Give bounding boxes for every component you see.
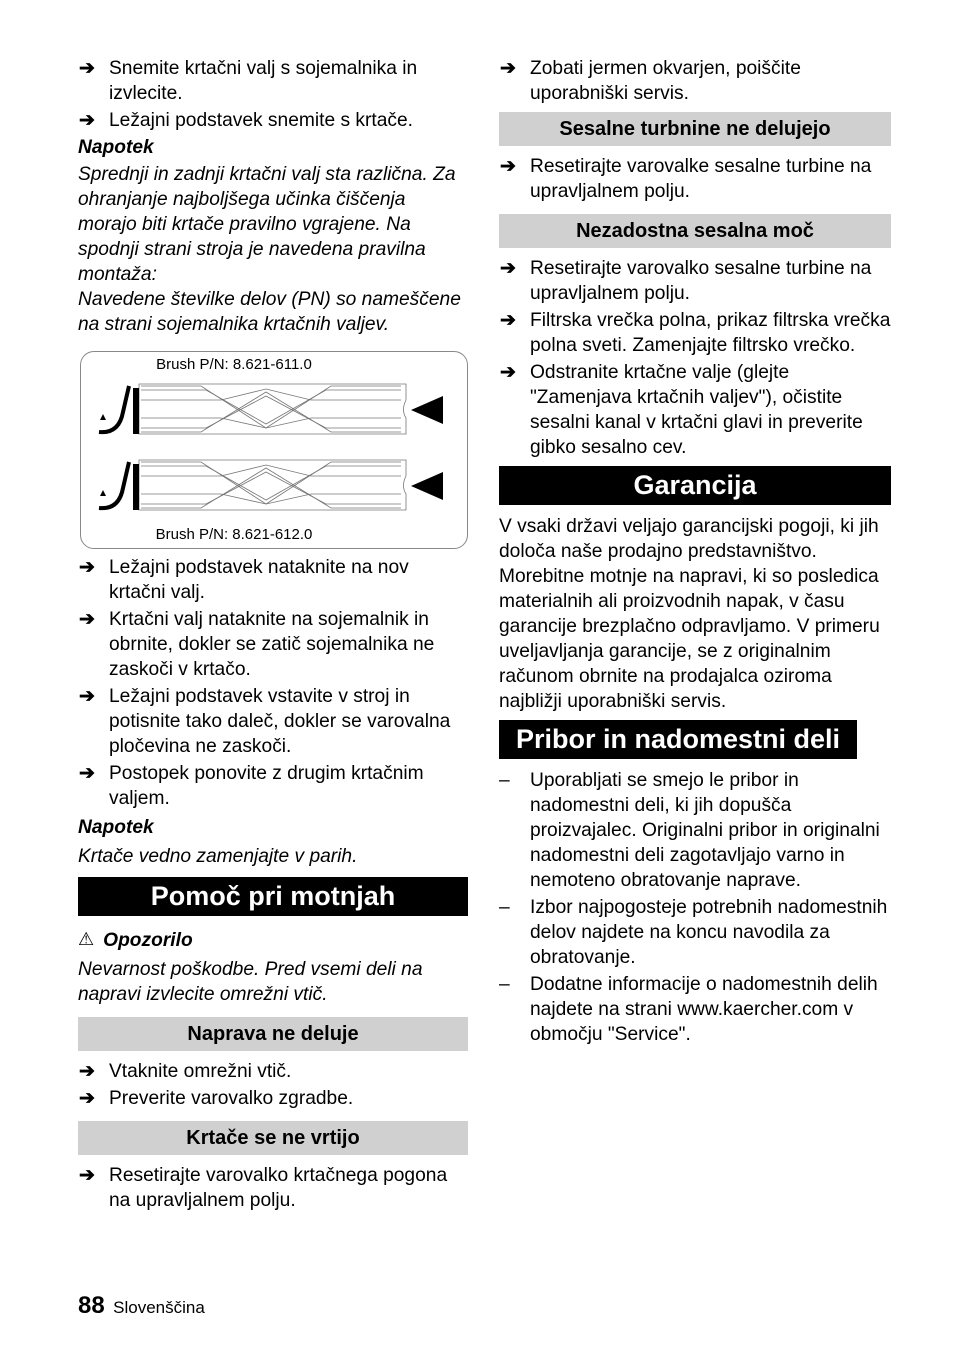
warning-title: Opozorilo xyxy=(103,930,193,951)
warning-icon: ⚠ xyxy=(78,929,95,949)
dash-icon: – xyxy=(499,974,510,995)
arrow-icon: ➔ xyxy=(79,557,95,578)
arrow-icon: ➔ xyxy=(79,1061,95,1082)
dash-icon: – xyxy=(499,770,510,791)
arrow-icon: ➔ xyxy=(79,1165,95,1186)
section-title-warranty: Garancija xyxy=(499,466,891,505)
arrow-icon: ➔ xyxy=(500,58,516,79)
section-title-troubleshooting: Pomoč pri motnjah xyxy=(78,877,468,916)
steps-remove xyxy=(78,56,468,133)
list-item: ➔ Resetirajte varovalko krtačnega pogona na upravljalnem polju. xyxy=(79,1165,448,1211)
right-column xyxy=(499,56,891,1049)
subsection-title: Krtače se ne vrtijo xyxy=(78,1121,468,1155)
left-column xyxy=(78,56,468,1215)
list-item: ➔ Zobati jermen okvarjen, poiščite uporabniški servis. xyxy=(500,58,801,104)
note-title: Napotek xyxy=(78,817,154,838)
note-text: Sprednji in zadnji krtačni valj sta različna. Za ohranjanje najboljšega učinka čiščenja morajo biti krtače pravilno vgrajene. Na spodnji strani stroja je navedena pravilna montaža: xyxy=(78,164,456,285)
note-title: Napotek xyxy=(78,137,154,158)
arrow-icon: ➔ xyxy=(79,686,95,707)
brush-diagram xyxy=(80,351,468,549)
brush-illustration xyxy=(81,352,467,548)
arrow-icon: ➔ xyxy=(500,310,516,331)
section-title-accessories: Pribor in nadomestni deli xyxy=(499,720,857,759)
arrow-icon: ➔ xyxy=(500,362,516,383)
arrow-icon: ➔ xyxy=(500,156,516,177)
warning-heading xyxy=(78,926,468,953)
list-item: ➔ Krtačni valj nataknite na sojemalnik in obrnite, dokler se zatič sojemalnika ne zaskoči v krtačo. xyxy=(79,609,435,680)
arrow-icon: ➔ xyxy=(79,1088,95,1109)
list-item: ➔ Postopek ponovite z drugim krtačnim valjem. xyxy=(79,763,424,809)
list-item: ➔ Ležajni podstavek snemite s krtače. xyxy=(79,110,413,131)
arrow-icon: ➔ xyxy=(79,110,95,131)
list-item: – Uporabljati se smejo le pribor in nadomestni deli, ki jih dopušča proizvajalec. Originalni pribor in originalni nadomestni deli zagotavljajo varno in nemoteno obratovanje naprave. xyxy=(499,770,880,891)
subsection-title: Nezadostna sesalna moč xyxy=(499,214,891,248)
list-item: ➔ Filtrska vrečka polna, prikaz filtrska vrečka polna sveti. Zamenjajte filtrsko vrečko. xyxy=(500,310,891,356)
subsection-title: Naprava ne deluje xyxy=(78,1017,468,1051)
list-item: ➔ Vtaknite omrežni vtič. xyxy=(79,1061,292,1082)
list-item: ➔ Odstranite krtačne valje (glejte "Zamenjava krtačnih valjev"), očistite sesalni kanal v krtačni glavi in preverite gibko sesalno cev. xyxy=(500,362,863,458)
subsection-title: Sesalne turbnine ne delujejo xyxy=(499,112,891,146)
dash-icon: – xyxy=(499,897,510,918)
note-text: Krtače vedno zamenjajte v parih. xyxy=(78,846,358,867)
arrow-icon: ➔ xyxy=(79,763,95,784)
list-item: – Dodatne informacije o nadomestnih delih najdete na strani www.kaercher.com v območju "Service". xyxy=(499,974,878,1045)
list-item: ➔ Resetirajte varovalko sesalne turbine na upravljalnem polju. xyxy=(500,258,872,304)
page-number: 88 xyxy=(78,1292,105,1319)
language-label: Slovenščina xyxy=(113,1298,205,1317)
list-item: – Izbor najpogosteje potrebnih nadomestnih delov najdete na koncu navodila za obratovanje. xyxy=(499,897,888,968)
arrow-icon: ➔ xyxy=(500,258,516,279)
brush-pn-bottom-label: Brush P/N: 8.621-612.0 xyxy=(155,526,313,543)
warranty-text: V vsaki državi veljajo garancijski pogoji, ki jih določa naše prodajno predstavništvo. Morebitne motnje na napravi, ki so posledica materialnih ali proizvodnih napak, v času garancije brezplačno odpravljamo. V primeru uveljavljanja garancije, se z originalnim računom obrnite na prodajalca oziroma najbližji uporabniški servis. xyxy=(499,516,880,712)
steps-install xyxy=(78,555,468,811)
note-text: Navedene številke delov (PN) so nameščene na strani sojemalnika krtačnih valjev. xyxy=(78,289,461,335)
list-item: ➔ Ležajni podstavek vstavite v stroj in potisnite tako daleč, dokler se varovalna pločevina ne zaskoči. xyxy=(79,686,451,757)
list-item: ➔ Preverite varovalko zgradbe. xyxy=(79,1088,354,1109)
list-item: ➔ Resetirajte varovalke sesalne turbine na upravljalnem polju. xyxy=(500,156,872,202)
brush-pn-top-label: Brush P/N: 8.621-611.0 xyxy=(156,356,312,373)
arrow-icon: ➔ xyxy=(79,58,95,79)
warning-text: Nevarnost poškodbe. Pred vsemi deli na napravi izvlecite omrežni vtič. xyxy=(78,959,423,1005)
arrow-icon: ➔ xyxy=(79,609,95,630)
list-item: ➔ Snemite krtačni valj s sojemalnika in izvlecite. xyxy=(79,58,418,104)
page-footer xyxy=(78,1292,205,1320)
list-item: ➔ Ležajni podstavek nataknite na nov krtačni valj. xyxy=(79,557,409,603)
